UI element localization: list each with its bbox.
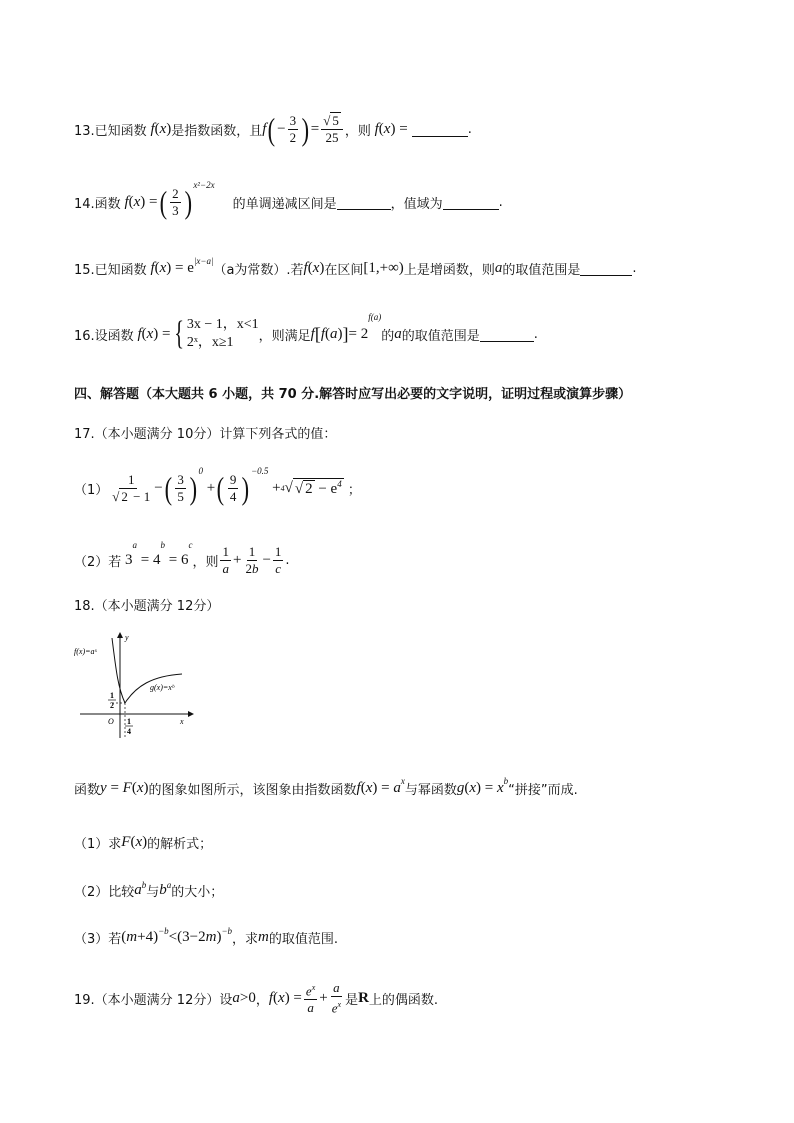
piecewise: 3x − 1，x<1 2ˣ，x≥1 xyxy=(186,317,259,350)
fraction-2-3: $\frac{2}{3}$ xyxy=(172,185,179,218)
answer-blank xyxy=(337,195,391,210)
q13-eq-tail: ，则 xyxy=(344,123,371,139)
q16-lead: 16.设函数 xyxy=(74,328,134,344)
q14-mid: 的单调递减区间是 xyxy=(232,196,337,212)
q13-lead: 13.已知函数 xyxy=(74,123,147,139)
answer-blank xyxy=(412,122,468,137)
q17-part1: （1） $\frac{1}{√ 2 - 1}$ − ( $\frac{3}{5}$ ) 0 + ( $\frac{9}{4}$ ) −0.5 + 4 √ √ $2 - e^4$ ； xyxy=(74,466,361,506)
question-18: 18.（本小题满分 12分） xyxy=(74,598,220,614)
x-axis-label: x xyxy=(180,717,184,726)
y-tick-num: 1 xyxy=(110,691,114,700)
q14-exponent: x²−2x xyxy=(193,180,215,190)
q14-lead: 14.函数 xyxy=(74,196,121,212)
g-label: g(x)=xᵇ xyxy=(150,683,174,692)
question-17: 17.（本小题满分 10分）计算下列各式的值： xyxy=(74,426,337,442)
origin-label: O xyxy=(108,717,114,726)
x-axis-arrow xyxy=(188,711,194,717)
fraction-1-sqrt2-minus-1: $\frac{1}{√ 2 - 1}$ xyxy=(112,471,151,504)
brace: { xyxy=(173,315,184,352)
question-13: 13.已知函数 f ( x ) 是指数函数，且 f ( − $\frac{3}{2}$ ) = $\frac{√ 5}{25}$ ，则 f ( x ) = . xyxy=(74,111,472,147)
q18-graph xyxy=(72,630,196,740)
q18-part2: （2）比较 a b 与 b a 的大小； xyxy=(74,880,224,900)
fraction-3-2: $\frac{3}{2}$ xyxy=(289,112,297,145)
f-label: f(x)=aˣ xyxy=(74,647,97,656)
question-15: 15.已知函数 f ( x ) = e |x−a| （a为常数） .若 f ( x ) 在区间 [1,+∞) 上是增函数，则 a 的取值范围是 . xyxy=(74,256,637,278)
question-19: 19.（本小题满分 12分）设 a >0 ， f ( x ) = $\frac{e^x}{a}$ + $\frac{a}{e^x}$ 是 R 上的偶函数. xyxy=(74,979,439,1016)
interval: [1,+∞) xyxy=(363,259,404,276)
section-heading: 四、解答题（本大题共 6 小题，共 70 分.解答时应写出必要的文字说明，证明过程或演算步骤） xyxy=(74,386,632,402)
q17-part2: （2）若 3 a = 4 b = 6 c ，则 $\frac{1}{a}$ + $\frac{1}{2b}$ − $\frac{1}{c}$ . xyxy=(74,540,290,576)
answer-blank xyxy=(443,195,499,210)
y-axis-label: y xyxy=(125,633,129,642)
x-tick-num: 1 xyxy=(127,717,131,726)
question-14: 14.函数 f ( x ) = ( $\frac{2}{3}$ ) x²−2x 的单调递减区间是 ，值域为 . xyxy=(74,180,503,220)
y-axis-arrow xyxy=(117,632,123,638)
x-tick-den: 4 xyxy=(127,727,131,736)
q18-description: 函数 y = F ( x ) 的图象如图所示，该图象由指数函数 f ( x ) = a x 与幂函数 g ( x ) = x b “拼接”而成. xyxy=(74,776,578,798)
q13-mid: 是指数函数，且 xyxy=(171,123,263,139)
q15-lead: 15.已知函数 xyxy=(74,262,147,278)
question-16: 16.设函数 f ( x ) = { 3x − 1，x<1 2ˣ，x≥1 ，则满足 f [ f ( a ) ] = 2 f(a) 的 a 的取值范围是 . xyxy=(74,312,538,352)
fraction-sqrt5-25: $\frac{√ 5}{25}$ xyxy=(321,113,343,146)
y-tick-den: 2 xyxy=(110,701,114,710)
q18-part1: （1）求 F ( x ) 的解析式； xyxy=(74,833,213,852)
answer-blank xyxy=(480,327,534,342)
answer-blank xyxy=(580,261,632,276)
q18-part3: （3）若 ( m +4) −b <(3−2 m ) −b ，求 m 的取值范围. xyxy=(74,926,339,947)
